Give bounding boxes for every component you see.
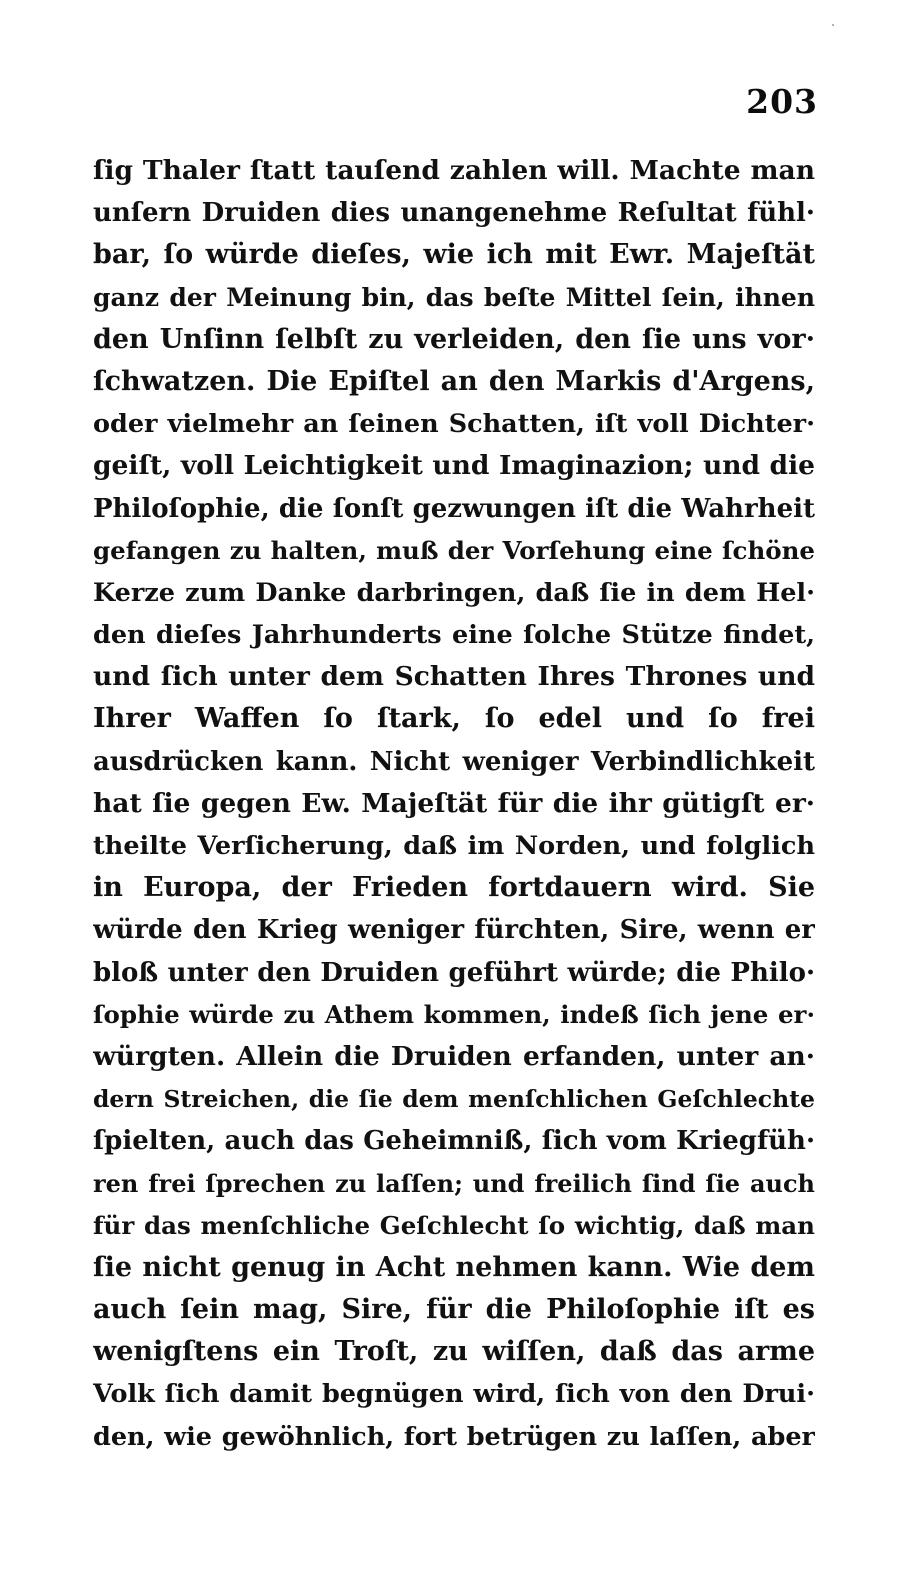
text-line: ſpielten, auch das Geheimniß, ſich vom Kriegfüh· bbox=[93, 1126, 815, 1157]
text-line: den Unſinn ſelbſt zu verleiden, den ſie uns vor· bbox=[93, 323, 815, 355]
text-line: auch ſein mag, Sire, für die Philoſophie iſt es bbox=[93, 1294, 815, 1326]
text-line: Kerze zum Danke darbringen, daß ſie in dem Hel· bbox=[93, 577, 815, 608]
page-number: 203 bbox=[746, 82, 818, 121]
text-line: den dieſes Jahrhunderts eine ſolche Stütze findet, bbox=[93, 620, 815, 651]
text-line: unſern Druiden dies unangenehme Reſultat fühl· bbox=[93, 198, 815, 229]
text-line: oder vielmehr an ſeinen Schatten, iſt voll Dichter· bbox=[93, 409, 815, 440]
text-line: für das menſchliche Geſchlecht ſo wichtig, daß man bbox=[93, 1210, 815, 1240]
text-line: ausdrücken kann. Nicht weniger Verbindlichkeit bbox=[93, 746, 815, 777]
text-line: ſophie würde zu Athem kommen, indeß ſich jene er· bbox=[93, 999, 815, 1029]
text-line: ſchwatzen. Die Epiſtel an den Markis d'Argens, bbox=[93, 365, 815, 397]
text-line: und ſich unter dem Schatten Ihres Thrones und bbox=[93, 661, 815, 693]
text-line: ganz der Meinung bin, das beſte Mittel ſein, ihnen bbox=[93, 282, 815, 312]
text-line: Volk ſich damit begnügen wird, ſich von den Drui· bbox=[93, 1379, 815, 1410]
text-line: würde den Krieg weniger fürchten, Sire, wenn er bbox=[93, 915, 815, 946]
text-line: ſie nicht genug in Acht nehmen kann. Wie dem bbox=[93, 1251, 815, 1283]
text-line: theilte Verſicherung, daß im Norden, und folglich bbox=[93, 831, 815, 861]
text-line: geiſt, voll Leichtigkeit und Imaginazion; und die bbox=[93, 450, 815, 482]
text-line: bar, ſo würde dieſes, wie ich mit Ewr. Majeſtät bbox=[93, 239, 815, 271]
body-text bbox=[93, 150, 815, 1458]
text-line: bloß unter den Druiden geführt würde; die Philo· bbox=[93, 957, 815, 988]
text-line: Ihrer Waffen ſo ſtark, ſo edel und ſo frei bbox=[93, 703, 815, 735]
text-line: ſig Thaler ſtatt tauſend zahlen will. Machte man bbox=[93, 155, 815, 186]
text-line: in Europa, der Frieden fortdauern wird. Sie bbox=[93, 872, 815, 904]
text-line: den, wie gewöhnlich, fort betrügen zu laſſen, aber bbox=[93, 1421, 815, 1452]
paper-speck bbox=[832, 24, 834, 26]
text-line: würgten. Allein die Druiden erfanden, unter an· bbox=[93, 1040, 815, 1072]
text-line: gefangen zu halten, muß der Vorſehung eine ſchöne bbox=[93, 535, 815, 565]
text-line: ren frei ſprechen zu laſſen; und freilich ſind ſie auch bbox=[93, 1168, 815, 1198]
text-line: Philoſophie, die ſonſt gezwungen iſt die Wahrheit bbox=[93, 493, 815, 524]
text-line: wenigſtens ein Troſt, zu wiſſen, daß das arme bbox=[93, 1336, 815, 1368]
text-line: dern Streichen, die ſie dem menſchlichen Geſchlechte bbox=[93, 1085, 815, 1114]
text-line: hat ſie gegen Ew. Majeſtät für die ihr gütigſt er· bbox=[93, 787, 815, 819]
